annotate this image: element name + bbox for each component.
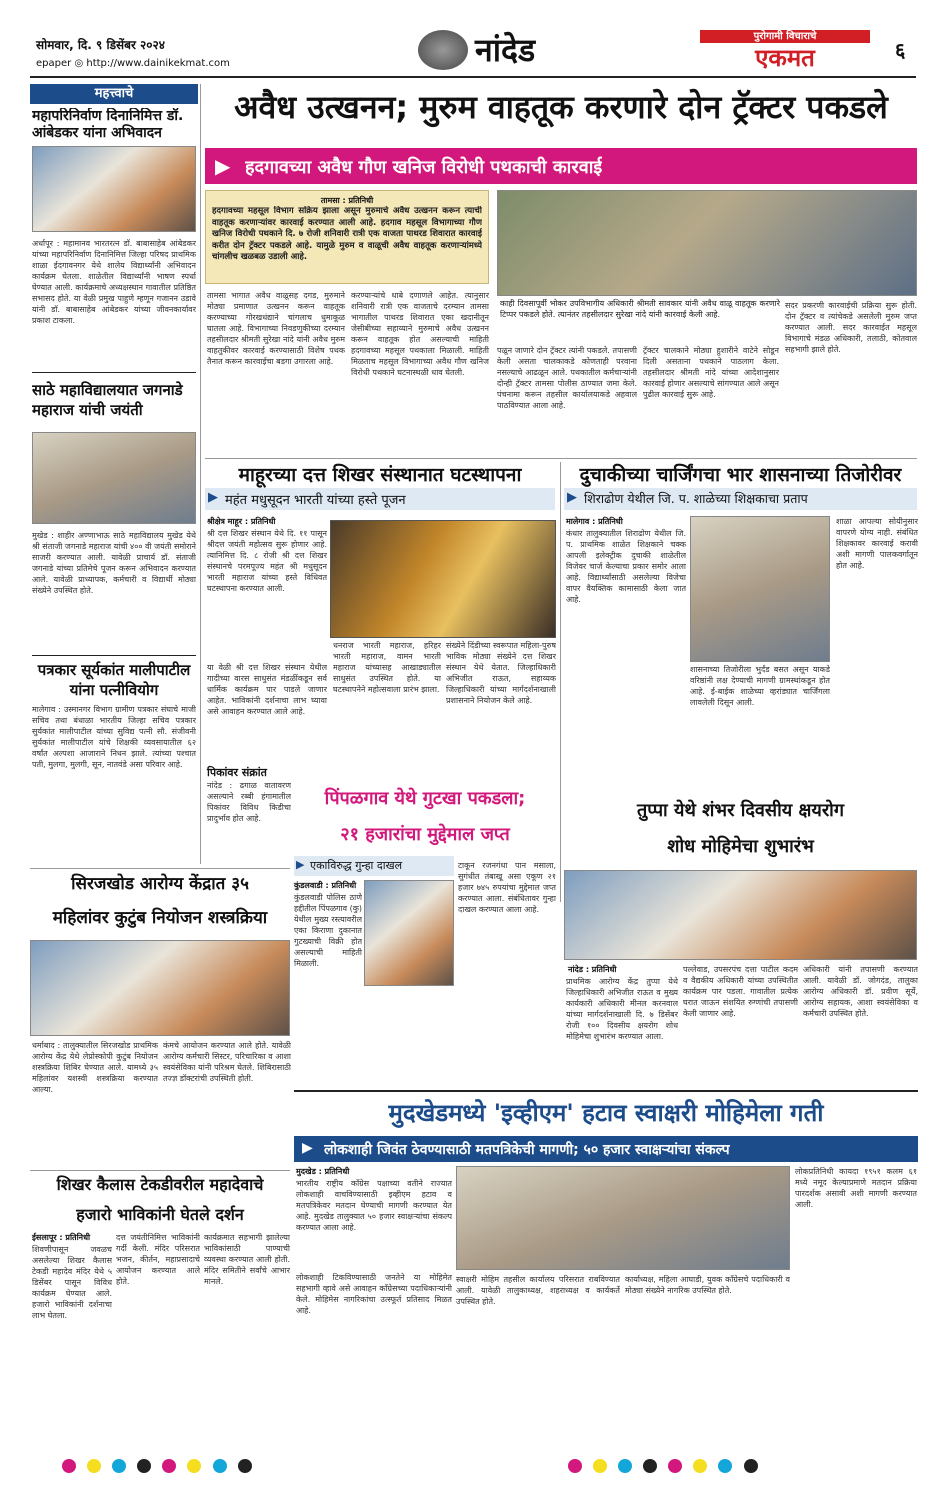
print-registration-marks <box>62 1458 882 1476</box>
mudkhed-body1: भारतीय राष्ट्रीय काँग्रेस पक्षाच्या वतीने राज्यात लोकशाही वाचविण्यासाठी इव्हीएम हटाव व मतपत्रिकेवर मतदान घेण्याची मागणी करण्यात येत आहे. मुदखेड तालुक्यात ५० हजार स्वाक्षऱ्यांचा संकल्प करण्यात आला आहे. <box>296 1179 452 1232</box>
gutkha-subhead: एकाविरुद्ध गुन्हा दाखल <box>310 859 403 872</box>
tb-body2: पल्लेवाड, उपसरपंच दत्ता पाटील कदम व वैद्यकीय अधिकारी यांच्या उपस्थितीत कार्यक्रम पार पडला. गावातील प्रत्येक घरात जाऊन संशयित रुग्णांची तपासणी केली जाणार आहे. <box>683 965 798 1018</box>
mahur-subhead: महंत मधुसूदन भारती यांच्या हस्ते पूजन <box>225 493 406 508</box>
top-subhead-band <box>205 148 917 184</box>
mudkhed-body3: लोकप्रतिनिधी कायदा १९५१ कलम ६१ मध्ये नमूद केल्याप्रमाणे मतदान प्रक्रिया पारदर्शक असावी अशी मागणी करण्यात आली. <box>795 1167 917 1209</box>
sirjakhod-body2: कंमचे आयोजन करण्यात आले होते. यावेळी आरोग्य कर्मचारी सिस्टर, परिचारिका व आशा स्वयंसेविका यांनी परिश्रम घेतले. शिबिरासाठी तज्ज्ञ डॉक्टरांची उपस्थिती होती. <box>163 1041 291 1083</box>
top-col5: सदर प्रकरणी कारवाईची प्रक्रिया सुरू होती. दोन ट्रॅक्टर व त्यांचेकडे असलेली मुरुम जप्त करण्यात आली. सदर कारवाईत महसूल विभागाचे मंडळ अधिकारी, तलाठी, कोतवाल सहभागी झाले होते. <box>785 301 917 354</box>
masthead-tagline: पुरोगामी विचाराचे <box>700 30 870 43</box>
sirjakhod-headline-2: महिलांवर कुटुंब नियोजन शस्त्रक्रिया <box>52 908 268 928</box>
top-subhead: हदगावच्या अवैध गौण खनिज विरोधी पथकाची कारवाई <box>245 157 603 178</box>
registration-dot <box>668 1459 682 1473</box>
shikhar-body2: दत्त जयंतीनिमित्त भाविकांनी गर्दी केली. मंदिर परिसरात भजन, कीर्तन, महाप्रसादाचे आयोजन करण्यात आले होते. <box>116 1233 200 1286</box>
tb-body1: प्राथमिक आरोग्य केंद्र तुप्पा येथे जिल्हाधिकारी अभिजीत राऊत व मुख्य कार्यकारी अधिकारी मीनल करनवाल यांच्या मार्गदर्शनाखाली दि. ७ डिसेंबर रोजी १०० दिवसीय क्षयरोग शोध मोहिमेचा शुभारंभ करण्यात आला. <box>566 977 678 1041</box>
pik-box-headline: पिकांवर संक्रांत <box>207 766 267 779</box>
mid-vrule <box>560 462 561 902</box>
pik-box <box>207 765 291 835</box>
registration-dot <box>137 1459 151 1473</box>
shikhar-top-rule <box>30 1170 290 1171</box>
registration-dot <box>87 1459 101 1473</box>
gutkha-photo <box>364 880 454 986</box>
tb-photo <box>564 870 917 960</box>
top-col2: करण्याऱ्यांचे धाबे दणाणले आहेत. त्यानुसार शनिवारी रात्री एक वाजताचे दरम्यान तामसा भागातील पाथरड शिवारात एका खदानीतून जेसीबीच्या सहाय्याने मुरुमाचे अवैध उत्खनन करून वाहतूक होत असल्याची माहिती हदगावच्या महसूल पथकाला मिळाली. माहिती मिळताच महसूल विभागाच्या अवैध गौण खनिज विरोधी पथकाने घटनास्थळी धाव घेतली. <box>351 291 489 377</box>
top-headline: अवैध उत्खनन; मुरुम वाहतूक करणारे दोन ट्रॅक्टर पकडले <box>234 88 888 126</box>
shikhar-headline-1: शिखर कैलास टेकडीवरील महादेवाचे <box>56 1175 264 1194</box>
gutkha-headline-1: पिंपळगाव येथे गुटखा पकडला; <box>324 788 526 809</box>
left-story2-headline: साठे महाविद्यालयात जगनाडे महाराज यांची जयंती <box>32 381 183 419</box>
mahur-idol-photo <box>330 520 556 638</box>
arrow-icon: ▶ <box>215 154 231 178</box>
shikhar-headline-2: हजारो भाविकांनी घेतले दर्शन <box>76 1205 244 1224</box>
mudkhed-subhead: लोकशाही जिवंत ठेवण्यासाठी मतपत्रिकेची मागणी; ५० हजार स्वाक्षऱ्यांचा संकल्प <box>324 1142 730 1158</box>
gutkha-byline: कुंडलवाडी : प्रतिनिधी <box>294 881 357 890</box>
charging-headline: दुचाकीच्या चार्जिंगचा भार शासनाच्या तिजोरीवर <box>579 464 902 486</box>
gutkha-body1: कुंडलवाडी पोलिस ठाणे हद्दीतील पिंपळगाव (कु) येथील मुख्य रस्त्यावरील एका किराणा दुकानात गुटख्याची विक्री होत असल्याची माहिती मिळाली. <box>294 893 362 968</box>
mahur-headline: माहूरच्या दत्त शिखर संस्थानात घटस्थापना <box>238 464 522 486</box>
mudkhed-body2: लोकशाही टिकविण्यासाठी जनतेने या मोहिमेत सहभागी व्हावे असे आवाहन काँग्रेसच्या पदाधिकाऱ्यांनी केले. मोहिमेस नागरिकांचा उत्स्फूर्त प्रतिसाद मिळत आहे. <box>296 1273 452 1315</box>
arrow-icon: ▶ <box>302 1140 313 1156</box>
left-story1-photo <box>32 146 196 232</box>
tb-byline: नांदेड : प्रतिनिधी <box>568 965 617 974</box>
registration-dot <box>593 1459 607 1473</box>
registration-dot <box>213 1459 227 1473</box>
mahur-byline: श्रीक्षेत्र माहूर : प्रतिनिधी <box>207 517 276 526</box>
tb-body3: अधिकारी यांनी तपासणी करण्यात आली. यावेळी डॉ. जोगदंड, तालुका आरोग्य अधिकारी डॉ. प्रवीण सूर्ये, आरोग्य सहायक, आशा स्वयंसेविका व कर्मचारी उपस्थित होते. <box>803 965 918 1018</box>
left-story1-body: अर्धापूर : महामानव भारतरत्न डॉ. बाबासाहेब आंबेडकर यांच्या महापरिनिर्वाण दिनानिमित्त जिल्हा परिषद प्राथमिक शाळा ईदगावनगर येथे शालेय विद्यार्थ्यांनी अभिवादन कार्यक्रम घेतला. शाळेतील विद्यार्थ्यांनी भाषण स्पर्धा घेण्यात आली. कार्यक्रमाचे अध्यक्षस्थान गावातील प्रतिष्ठित सभासद होते. या वेळी प्रमुख पाहुणे म्हणून गजानन उडावे यांनी डॉ. बाबासाहेब आंबेडकर यांच्या जीवनकार्यावर प्रकाश टाकला. <box>32 239 196 325</box>
left-divider-2 <box>32 655 196 656</box>
registration-dot <box>187 1459 201 1473</box>
registration-dot <box>618 1459 632 1473</box>
mahur-body4: संख्येने दिंडीच्या स्वरूपात महिला-पुरुष भाविक मोठ्या संख्येने दत्त शिखर संस्थान येथे येतात. जिल्हाधिकारी अभिजीत राऊत, सहाय्यक जिल्हाधिकारी यांच्या मार्गदर्शनाखाली प्रशासनाने नियोजन केले आहे. <box>446 641 556 705</box>
left-story3-headline: पत्रकार सूर्यकांत मालीपाटील यांना पत्नीवियोग <box>37 661 191 699</box>
top-lead: हदगावच्या महसूल विभाग सक्रिय झाला असून मुरुमाचे अवैध उत्खनन करून त्याची वाहतूक करणाऱ्यांवर कारवाई करण्यात आली आहे. हदगाव महसूल विभागाच्या गौण खनिज विरोधी पथकाने दि. ७ रोजी शनिवारी रात्री एक वाजता पाथरड शिवारात कारवाई करीत दोन ट्रॅक्टर पकडले आहे. यामुळे मुरुम व वाळूची अवैध वाहतूक करणाऱ्यांमध्ये चांगलीच खळबळ उडाली आहे. <box>212 206 482 262</box>
masthead-logo-emblem <box>418 30 468 70</box>
registration-dot <box>643 1459 657 1473</box>
mudkhed-subhead-band <box>294 1136 918 1162</box>
mahur-body2: या वेळी श्री दत्त शिखर संस्थान येथील गादीच्या वारस साधुसंत मंडळींकडून सर्व धार्मिक कार्यक्रम पार पाडले जाणार आहेत. भाविकांनी दर्शनाचा लाभ घ्यावा असे आवाहन करण्यात आले आहे. <box>207 663 327 716</box>
mudkhed-headline: मुदखेडमध्ये 'इव्हीएम' हटाव स्वाक्षरी मोहिमेला गती <box>388 1099 824 1127</box>
arrow-icon: ▶ <box>296 858 305 871</box>
sirjakhod-top-rule <box>30 868 290 869</box>
mudkhed-body4: स्वाक्षरी मोहिम तहसील कार्यालय परिसरात राबविण्यात आली. यावेळी तालुकाध्यक्ष, शहराध्यक्ष व कार्यकर्ते उपस्थित होते. <box>456 1275 620 1306</box>
masthead-city: नांदेड <box>475 31 536 69</box>
registration-dot <box>112 1459 126 1473</box>
left-column-vrule <box>200 84 201 864</box>
masthead-page-number: ६ <box>895 38 906 62</box>
masthead-epaper[interactable]: epaper ◎ http://www.dainikekmat.com <box>36 58 230 69</box>
top-bottom-rule <box>205 458 917 459</box>
shikhar-byline: ईसलापूर : प्रतिनिधी <box>32 1233 91 1242</box>
top-byline: तामसा : प्रतिनिधी <box>320 196 374 205</box>
left-story3-body: मालेगाव : उस्मानगर विभाग ग्रामीण पत्रकार संघाचे माजी सचिव तथा बंधाळा भारतीय जिल्हा सचिव पत्रकार सुर्यकांत मालीपाटील यांच्या सुविद्य पत्नी सौ. संजीवनी सुर्यकांत मालीपाटील यांचे शिक्षकी व्यवसायातील ६२ वर्षांत अल्पशा आजाराने निधन झाले. त्यांच्या पश्चात पती, मुलगा, मुलगी, सून, नातवंडे असा परिवार आहे. <box>32 705 196 769</box>
gutkha-subhead-band <box>294 856 454 876</box>
registration-dot <box>693 1459 707 1473</box>
charging-subhead-band <box>564 488 917 510</box>
charging-byline: मालेगाव : प्रतिनिधी <box>566 517 623 526</box>
left-story1-headline: महापरिनिर्वाण दिनानिमित्त डॉ. आंबेडकर यांना अभिवादन <box>32 108 184 141</box>
charging-subhead: शिराढोण येथील जि. प. शाळेच्या शिक्षकाचा प्रताप <box>584 491 808 506</box>
charging-body2: शासनाच्या तिजोरीला भुर्दंड बसत असून याकडे वरिष्ठांनी लक्ष देण्याची मागणी ग्रामस्थांकडून होत आहे. ई-बाईक शाळेच्या व्हरांड्यात चार्जिंगला लावलेली दिसून आली. <box>690 665 830 707</box>
top-photo-caption: काही दिवसापूर्वी भोकर उपविभागीय अधिकारी श्रीमती सावकार यांनी अवैध वाळू वाहतूक करणारे टिप्पर पकडले होते. त्यानंतर तहसीलदार सुरेखा नांदे यांनी कारवाई केली आहे. <box>500 299 780 319</box>
registration-dot <box>718 1459 732 1473</box>
sirjakhod-headline-1: सिरजखोड आरोग्य केंद्रात ३५ <box>71 874 249 894</box>
mudkhed-body5: कार्याध्यक्ष, महिला आघाडी, युवक काँग्रेसचे पदाधिकारी व मोठ्या संख्येने नागरिक उपस्थित होते. <box>625 1275 790 1295</box>
left-story2-body: मुखेड : शाहीर अण्णाभाऊ साठे महाविद्यालय मुखेड येथे श्री संताजी जगनाडे महाराज यांची ४०० वी जयंती समोराने साजरी करण्यात आली. यावेळी प्राचार्य डॉ. संताजी जगनाडे यांच्या प्रतिमेचे पूजन करून अभिवादन करण्यात आले. यावेळी प्राध्यापक, कर्मचारी व विद्यार्थी मोठ्या संख्येने उपस्थित होते. <box>32 531 196 595</box>
mahur-subhead-band <box>205 488 555 510</box>
top-tractor-photo <box>497 190 917 296</box>
tb-headline-2: शोध मोहिमेचा शुभारंभ <box>667 836 814 857</box>
masthead-brand-box <box>700 30 870 74</box>
top-col4: ट्रॅक्टर चालकाने मोठ्या हुशारीने वाटेने सोडून दिली असताना पथकाने पाठलाग केला. तहसीलदार श्रीमती नांदे यांच्या आदेशानुसार कारवाई होणार असल्याचे सांगण्यात आले असून पुढील कारवाई सुरू आहे. <box>643 346 779 399</box>
registration-dot <box>62 1459 76 1473</box>
masthead-date: सोमवार, दि. ९ डिसेंबर २०२४ <box>36 38 165 52</box>
arrow-icon: ▶ <box>567 490 577 505</box>
globe-icon: ◎ <box>74 58 84 69</box>
charging-body1: कंधार तालुक्यातील शिराढोण येथील जि. प. प्राथमिक शाळेत शिक्षकाने चक्क आपली इलेक्ट्रीक दुचाकी शाळेतील विजेवर चार्ज केल्याचा प्रकार समोर आला आहे. विद्यार्थ्यांसाठी असलेल्या विजेचा वापर वैयक्तिक कामासाठी केला जात आहे. <box>566 529 686 604</box>
registration-dot <box>162 1459 176 1473</box>
tb-headline-1: तुप्पा येथे शंभर दिवसीय क्षयरोग <box>637 800 844 821</box>
registration-dot <box>568 1459 582 1473</box>
gutkha-headline-2: २१ हजारांचा मुद्देमाल जप्त <box>340 824 510 845</box>
masthead-paper-name: एकमत <box>755 44 815 72</box>
top-lead-box <box>205 190 489 284</box>
mahur-body1: श्री दत्त शिखर संस्थान येथे दि. ११ पासून श्रीदत्त जयंती महोत्सव सुरू होणार आहे. त्यानिमित्त दि. ८ रोजी श्री दत्त शिखर संस्थानचे परमपूज्य महंत श्री मधुसूदन भारती महाराज यांच्या हस्ते विधिवत घटस्थापना करण्यात आली. <box>207 529 327 593</box>
registration-dot <box>238 1459 252 1473</box>
sirjakhod-body1: धर्माबाद : तालुक्यातील सिरजखोड प्राथमिक आरोग्य केंद्र येथे लेप्रोस्कोपी कुटुंब नियोजन शस्त्रक्रिया शिबिर घेण्यात आले. यामध्ये ३५ महिलांवर यशस्वी शस्त्रक्रिया करण्यात आल्या. <box>32 1041 158 1094</box>
registration-dot <box>744 1459 758 1473</box>
pik-box-body: नांदेड : ढगाळ वातावरण असल्याने रब्बी हंगामातील पिकांवर विविध किडीचा प्रादुर्भाव होत आहे. <box>207 781 291 823</box>
sirjakhod-photo <box>30 940 290 1036</box>
left-story2-photo <box>32 432 196 524</box>
mudkhed-photo <box>456 1166 790 1270</box>
mudkhed-headline-band <box>294 1090 918 1132</box>
mudkhed-byline: मुदखेड : प्रतिनिधी <box>296 1167 350 1176</box>
left-divider-1 <box>32 372 196 373</box>
charging-scooter-photo <box>690 516 830 662</box>
top-col3: पळून जाणारे दोन ट्रॅक्टर त्यांनी पकडले. तपासणी केली असता चालकाकडे कोणताही परवाना नसल्याचे आढळून आले. पथकातील कर्मचाऱ्यांनी दोन्ही ट्रॅक्टर तामसा पोलीस ठाण्यात जमा केले. पंचनामा करून तहसील कार्यालयाकडे अहवाल पाठविण्यात आला आहे. <box>497 346 637 410</box>
shikhar-body3: कार्यक्रमात सहभागी झालेल्या भाविकांसाठी पाण्याची व्यवस्था करण्यात आली होती. मंदिर समितीने सर्वांचे आभार मानले. <box>204 1233 290 1286</box>
charging-body3: शाळा आपल्या सोयीनुसार वापरणे योग्य नाही. संबंधित शिक्षकावर कारवाई करावी अशी मागणी पालकवर्गातून होत आहे. <box>836 517 918 570</box>
left-section-label: महत्त्वाचे <box>30 84 198 104</box>
arrow-icon: ▶ <box>208 490 218 505</box>
gutkha-body2: टाकून रजनगंधा पान मसाला, सुगंधीत तंबाखू असा एकूण २१ हजार ७४५ रुपयांचा मुद्देमाल जप्त करण्यात आला. संबंधितावर गुन्हा दाखल करण्यात आला आहे. <box>458 861 556 914</box>
mahur-body3: धनराज भारती महाराज, हरिहर भारती महाराज, वामन भारती महाराज यांच्यासह आखाड्यातील साधुसंत उपस्थित होते. या घटस्थापनेने महोत्सवाला प्रारंभ झाला. <box>333 641 441 694</box>
shikhar-body1: शिवणीपासून जवळच असलेल्या शिखर कैलास टेकडी महादेव मंदिर येथे ५ डिसेंबर पासून विविध कार्यक्रम घेण्यात आले. हजारो भाविकांनी दर्शनाचा लाभ घेतला. <box>32 1245 112 1320</box>
masthead-rule <box>30 76 916 78</box>
top-col1: तामसा भागात अवैध वाळूसह दगड, मुरुमाने मोठ्या प्रमाणात उत्खनन करून वाहतूक करण्याच्या गोरखधंद्याने चांगलाच धुमाकूळ घातला आहे. विभागाच्या निवडणुकीच्या दरम्यान तहसीलदार श्रीमती सुरेखा नांदे यांनी अवैध मुरुम वाहतुकीवर कारवाई करण्यासाठी विशेष पथक तैनात करून कारवाईचा बडगा उगारला आहे. <box>207 291 345 366</box>
